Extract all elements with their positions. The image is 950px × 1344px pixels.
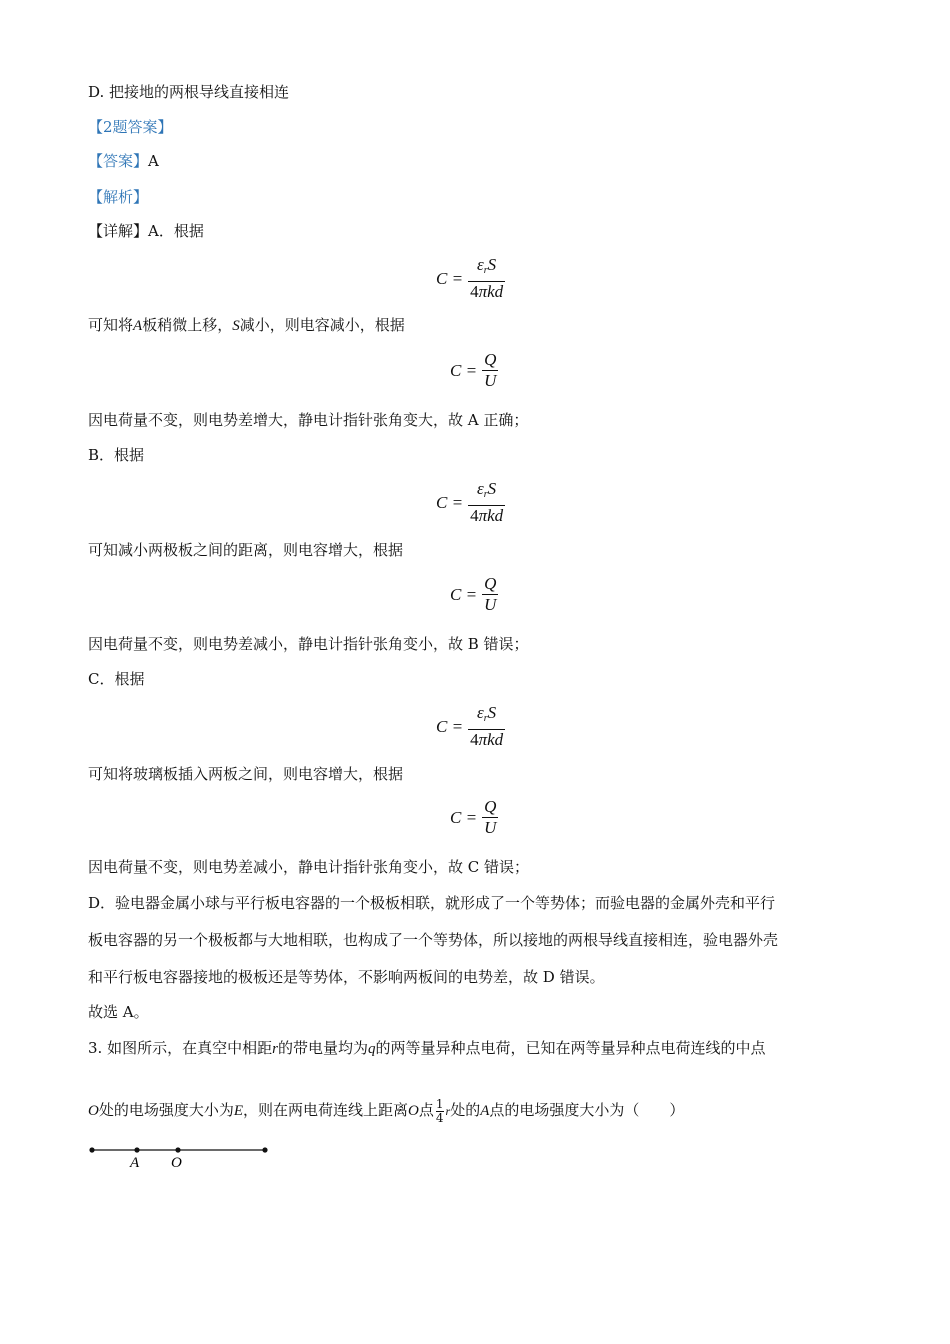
point-o xyxy=(175,1147,180,1152)
answer-value: A xyxy=(148,152,159,170)
question-3-line-2: O处的电场强度大小为E，则在两电荷连线上距离O点 $\frac{1}{4}$ r处的A点的电场强度大小为（ ） xyxy=(88,1096,685,1125)
text-line-9: 可知减小两极板之间的距离，则电容增大，根据 xyxy=(88,541,404,559)
text-line-10: 因电荷量不变，则电势差减小，静电计指针张角变小，故 B 错误； xyxy=(88,635,529,653)
label-o: O xyxy=(171,1155,182,1171)
analysis-heading: 【解析】 xyxy=(88,188,149,206)
detail-c-line: C．根据 xyxy=(88,670,145,688)
detail-d-line-1: D．验电器金属小球与平行板电容器的一个极板相联，就形成了一个等势体；而验电器的金属外壳和平行 xyxy=(88,894,776,912)
q-over-u-formula-2: C = $\frac{Q}{U}$ xyxy=(450,574,497,614)
answer-line xyxy=(88,151,159,171)
detail-d-line-2: 板电容器的另一个极板都与大地相联，也构成了一个等势体，所以接地的两根导线直接相连，验电器外壳 xyxy=(88,931,779,949)
detail-a-line: 【详解】A．根据 xyxy=(88,222,204,240)
q-over-u-formula-1: C = $\frac{Q}{U}$ xyxy=(450,350,497,390)
capacitance-formula-3: C = $\frac{\varepsilon_rS}{\text{4πkd}}$ xyxy=(436,703,504,749)
text-line-12: 可知将玻璃板插入两板之间，则电容增大，根据 xyxy=(88,765,404,783)
detail-b-line: B．根据 xyxy=(88,446,145,464)
one-quarter-fraction: $\frac{1}{4}$ xyxy=(435,1096,444,1125)
right-charge-point xyxy=(262,1147,267,1152)
capacitance-formula-1: C = $\frac{\varepsilon_rS}{\text{4πkd}}$ xyxy=(436,255,504,301)
answer-heading: 【2题答案】 xyxy=(88,118,173,136)
charge-line-figure xyxy=(85,1140,285,1180)
text-line-6: 可知将A板稍微上移，S减小，则电容减小，根据 xyxy=(88,316,405,334)
capacitance-formula-2: C = $\frac{\varepsilon_rS}{\text{4πkd}}$ xyxy=(436,479,504,525)
detail-d-line-3: 和平行板电容器接地的极板还是等势体，不影响两板间的电势差，故 D 错误。 xyxy=(88,968,605,986)
answer-label: 【答案】 xyxy=(88,152,149,170)
option-d-line: D. 把接地的两根导线直接相连 xyxy=(88,83,290,101)
text-line-7: 因电荷量不变，则电势差增大，静电计指针张角变大，故 A 正确； xyxy=(88,411,529,429)
left-charge-point xyxy=(89,1147,94,1152)
text-line-13: 因电荷量不变，则电势差减小，静电计指针张角变小，故 C 错误； xyxy=(88,858,530,876)
conclusion-line: 故选 A。 xyxy=(88,1003,149,1021)
label-a: A xyxy=(130,1155,140,1171)
q-over-u-formula-3: C = $\frac{Q}{U}$ xyxy=(450,797,497,837)
question-3-line-1: 3. 如图所示，在真空中相距r的带电量均为q的两等量异种点电荷，已知在两等量异种点电荷连线的中点 xyxy=(88,1039,766,1057)
point-a xyxy=(134,1147,139,1152)
